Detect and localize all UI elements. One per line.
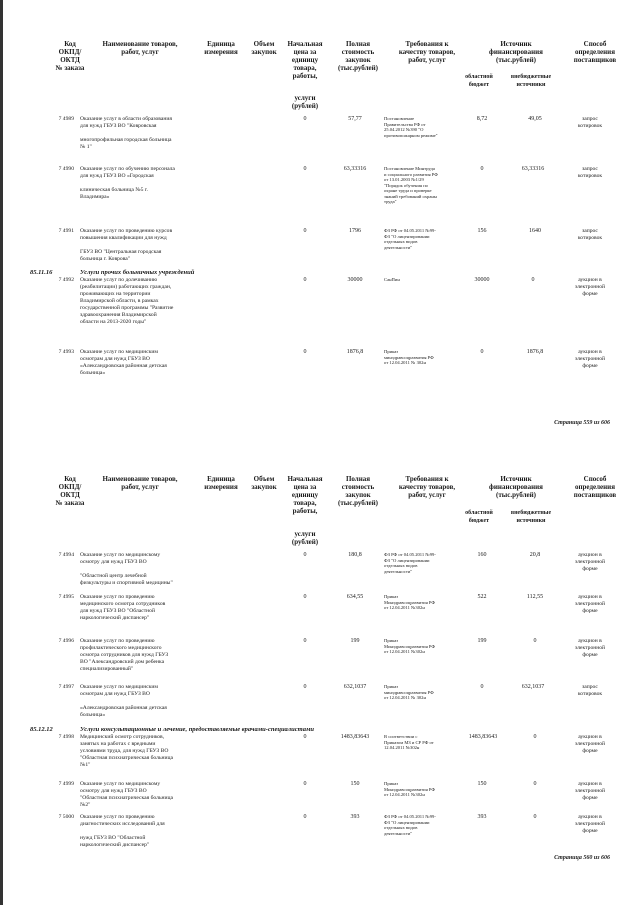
- row-price: 0: [303, 349, 307, 355]
- row-code: 7 4989: [58, 116, 74, 122]
- row-requirements: Приказ минздравсоцразвития РФ от 12.04.2011 № 302н: [384, 684, 434, 700]
- row-source-offbudget: 20,8: [529, 552, 541, 558]
- row-cost: 1483,83643: [340, 734, 370, 740]
- row-source-regional: 522: [477, 594, 487, 600]
- row-requirements: Приказ Минздравсоцразвития РФ от 12.04.2011 №302н: [384, 638, 435, 654]
- row-name: Оказание услуг по долечиванию (реабилитации) работающих граждан, проживающих на территории Владимирской области, в рамках государственной программы "Развитие здравоохранения Владимирской области на 2013-2020 годы": [80, 277, 174, 325]
- row-code: 7 4992: [58, 277, 74, 283]
- row-source-offbudget: 1876,8: [526, 349, 544, 355]
- document-page-560: [0, 452, 640, 905]
- section-title: Услуги консультационные и лечение, предоставляемые врачами-специалистами: [80, 726, 315, 733]
- row-source-regional: 1483,83643: [468, 734, 498, 740]
- row-method: запрос котировок: [577, 166, 603, 179]
- header-cost: Полная стоимость закупок (тыс.рублей): [337, 40, 379, 72]
- row-cost: 632,1037: [343, 684, 367, 690]
- row-cost: 180,8: [348, 552, 362, 558]
- row-price: 0: [303, 684, 307, 690]
- row-source-offbudget: 0: [533, 638, 537, 644]
- row-source-offbudget: 0: [533, 814, 537, 820]
- row-requirements: Приказ минздравсоцразвития РФ от 12.04.2011 № 302н: [384, 349, 434, 365]
- row-requirements: СанПин: [384, 277, 400, 282]
- row-code: 7 4991: [58, 228, 74, 234]
- header-price: Начальная цена за единицу товара, работы,: [287, 475, 323, 515]
- row-requirements: Постановление Правительства РФ от 25.04.2012 №390 "О противопожарном режиме": [384, 116, 438, 138]
- section-title: Услуги прочих больничных учреждений: [80, 269, 195, 276]
- row-source-offbudget: 1640: [529, 228, 541, 234]
- row-price: 0: [303, 781, 307, 787]
- row-source-regional: 0: [480, 349, 484, 355]
- row-cost: 199: [350, 638, 360, 644]
- row-cost: 1796: [349, 228, 361, 234]
- row-source-regional: 393: [477, 814, 487, 820]
- row-method: аукцион в электронной форме: [574, 814, 606, 834]
- section-code: 85.12.12: [30, 726, 53, 733]
- row-method: аукцион в электронной форме: [574, 349, 606, 369]
- row-source-regional: 160: [477, 552, 487, 558]
- row-source-regional: 30000: [474, 277, 490, 283]
- header-price: Начальная цена за единицу товара, работы,: [287, 40, 323, 80]
- row-method: аукцион в электронной форме: [574, 638, 606, 658]
- row-price: 0: [303, 638, 307, 644]
- row-code: 7 4998: [58, 734, 74, 740]
- row-source-offbudget: 0: [533, 781, 537, 787]
- row-code: 7 4994: [58, 552, 74, 558]
- header-source: Источник финансирования (тыс.рублей): [489, 475, 543, 499]
- row-cost: 393: [350, 814, 360, 820]
- row-code: 7 4999: [58, 781, 74, 787]
- row-method: запрос котировок: [577, 684, 603, 697]
- header-method: Способ определения поставщиков: [573, 40, 617, 64]
- header-method: Способ определения поставщиков: [573, 475, 617, 499]
- row-source-offbudget: 63,33316: [521, 166, 545, 172]
- row-name: Оказание услуг по медицинскому осмотру для нужд ГБУЗ ВО "Областной центр лечебной физкультуры и спортивной медицины": [80, 552, 173, 586]
- row-method: аукцион в электронной форме: [574, 781, 606, 801]
- row-name: Оказание услуг по проведению курсов повышения квалификации для нужд ГБУЗ ВО "Центральная городская больница г. Коврова": [80, 228, 173, 262]
- header-volume: Объем закупок: [251, 40, 277, 56]
- row-cost: 30000: [347, 277, 363, 283]
- row-code: 7 4990: [58, 166, 74, 172]
- row-source-offbudget: 632,1037: [521, 684, 545, 690]
- row-code: 7 4995: [58, 594, 74, 600]
- row-source-regional: 0: [480, 684, 484, 690]
- row-method: аукцион в электронной форме: [574, 594, 606, 614]
- header-source-regional: областной бюджет: [465, 74, 493, 88]
- row-requirements: ФЗ РФ от 04.05.2011 №99- ФЗ "О лицензировании отдельных видов деятельности": [384, 814, 436, 836]
- row-price: 0: [303, 228, 307, 234]
- header-source-offbudget: внебюджетные источники: [510, 510, 552, 524]
- row-name: Оказание услуг в области образования для нужд ГБУЗ ВО "Ковровская многопрофильная городская больница № 1": [80, 116, 172, 150]
- header-name: Наименование товаров, работ, услуг: [102, 40, 178, 56]
- row-cost: 57,77: [348, 116, 362, 122]
- row-cost: 1876,8: [346, 349, 364, 355]
- row-price: 0: [303, 734, 307, 740]
- row-requirements: Приказ Минздравсоцразвития РФ от 12.04.2011 №302н: [384, 781, 435, 797]
- row-name: Оказание услуг по медицинским осмотрам для нужд ГБУЗ ВО «Александровская районная детская больница»: [80, 349, 167, 376]
- header-requirements: Требования к качеству товаров, работ, услуг: [398, 40, 456, 64]
- header-unit: Единица измерения: [204, 40, 238, 56]
- header-code: Код ОКПД/ ОКТД № заказа: [55, 40, 85, 72]
- header-unit: Единица измерения: [204, 475, 238, 491]
- row-price: 0: [303, 116, 307, 122]
- row-name: Оказание услуг по проведению диагностических исследований для нужд ГБУЗ ВО "Областной наркологический диспансер": [80, 814, 165, 848]
- row-method: запрос котировок: [577, 116, 603, 129]
- header-source-offbudget: внебюджетные источники: [510, 74, 552, 88]
- header-volume: Объем закупок: [251, 475, 277, 491]
- row-code: 7 4996: [58, 638, 74, 644]
- row-source-offbudget: 112,55: [526, 594, 544, 600]
- row-price: 0: [303, 552, 307, 558]
- header-price-unit: услуги (рублей): [291, 530, 319, 546]
- row-source-regional: 156: [477, 228, 487, 234]
- row-source-regional: 8,72: [476, 116, 488, 122]
- row-source-regional: 150: [477, 781, 487, 787]
- page-number: Страница 560 из 606: [554, 855, 610, 861]
- row-method: аукцион в электронной форме: [574, 277, 606, 297]
- row-name: Медицинский осмотр сотрудников, занятых на работах с вредными условиями труда, для нужд ГБУЗ ВО "Областная психиатрическая больница №1": [80, 734, 173, 768]
- row-code: 7 4993: [58, 349, 74, 355]
- row-name: Оказание услуг по обучению персонала для нужд ГБУЗ ВО «Городская клиническая больница №5 г. Владимира»: [80, 166, 175, 200]
- row-name: Оказание услуг по медицинскому осмотру для нужд ГБУЗ ВО "Областная психиатрическая больница №2": [80, 781, 173, 808]
- header-source-regional: областной бюджет: [465, 510, 493, 524]
- row-source-offbudget: 0: [531, 277, 535, 283]
- row-requirements: ФЗ РФ от 04.05.2011 №99- ФЗ "О лицензировании отдельных видов деятельности": [384, 228, 436, 250]
- document-page-559: [0, 0, 640, 452]
- row-requirements: Приказ Минздравсоцразвития РФ от 12.04.2011 №302н: [384, 594, 435, 610]
- page-number: Страница 559 из 606: [554, 420, 610, 426]
- row-price: 0: [303, 594, 307, 600]
- row-requirements: В соответствии с Приказом МЗ и СР РФ от 12.04.2011 №302н: [384, 734, 434, 750]
- row-method: аукцион в электронной форме: [574, 734, 606, 754]
- row-price: 0: [303, 814, 307, 820]
- header-requirements: Требования к качеству товаров, работ, услуг: [398, 475, 456, 499]
- row-source-regional: 0: [480, 166, 484, 172]
- row-cost: 63,33316: [343, 166, 367, 172]
- row-requirements: Постановление Минтруда и социального развития РФ от 13.01.2003 №1/29 "Порядок обучения по охране труда и проверке знаний требований охраны труда": [384, 166, 438, 204]
- row-source-regional: 199: [477, 638, 487, 644]
- row-price: 0: [303, 166, 307, 172]
- row-cost: 634,55: [346, 594, 364, 600]
- header-name: Наименование товаров, работ, услуг: [102, 475, 178, 491]
- row-name: Оказание услуг по проведению профилактического медицинского осмотра сотрудников для нужд ГБУЗ ВО "Александровский дом ребенка специализированный": [80, 638, 169, 672]
- header-source: Источник финансирования (тыс.рублей): [489, 40, 543, 64]
- row-code: 7 5000: [58, 814, 74, 820]
- row-price: 0: [303, 277, 307, 283]
- row-cost: 150: [350, 781, 360, 787]
- row-requirements: ФЗ РФ от 04.05.2011 №99- ФЗ "О лицензировании отдельных видов деятельности": [384, 552, 436, 574]
- header-price-unit: услуги (рублей): [291, 94, 319, 110]
- row-method: запрос котировок: [577, 228, 603, 241]
- header-cost: Полная стоимость закупок (тыс.рублей): [337, 475, 379, 507]
- row-method: аукцион в электронной форме: [574, 552, 606, 572]
- row-code: 7 4997: [58, 684, 74, 690]
- row-source-offbudget: 49,05: [528, 116, 542, 122]
- row-name: Оказание услуг по медицинским осмотрам для нужд ГБУЗ ВО «Александровская районная детская больница»: [80, 684, 167, 718]
- row-source-offbudget: 0: [533, 734, 537, 740]
- header-code: Код ОКПД/ ОКТД № заказа: [55, 475, 85, 507]
- row-name: Оказание услуг по проведению медицинского осмотра сотрудников для нужд ГБУЗ ВО "Областной наркологический диспансер": [80, 594, 166, 621]
- section-code: 85.11.16: [30, 269, 53, 276]
